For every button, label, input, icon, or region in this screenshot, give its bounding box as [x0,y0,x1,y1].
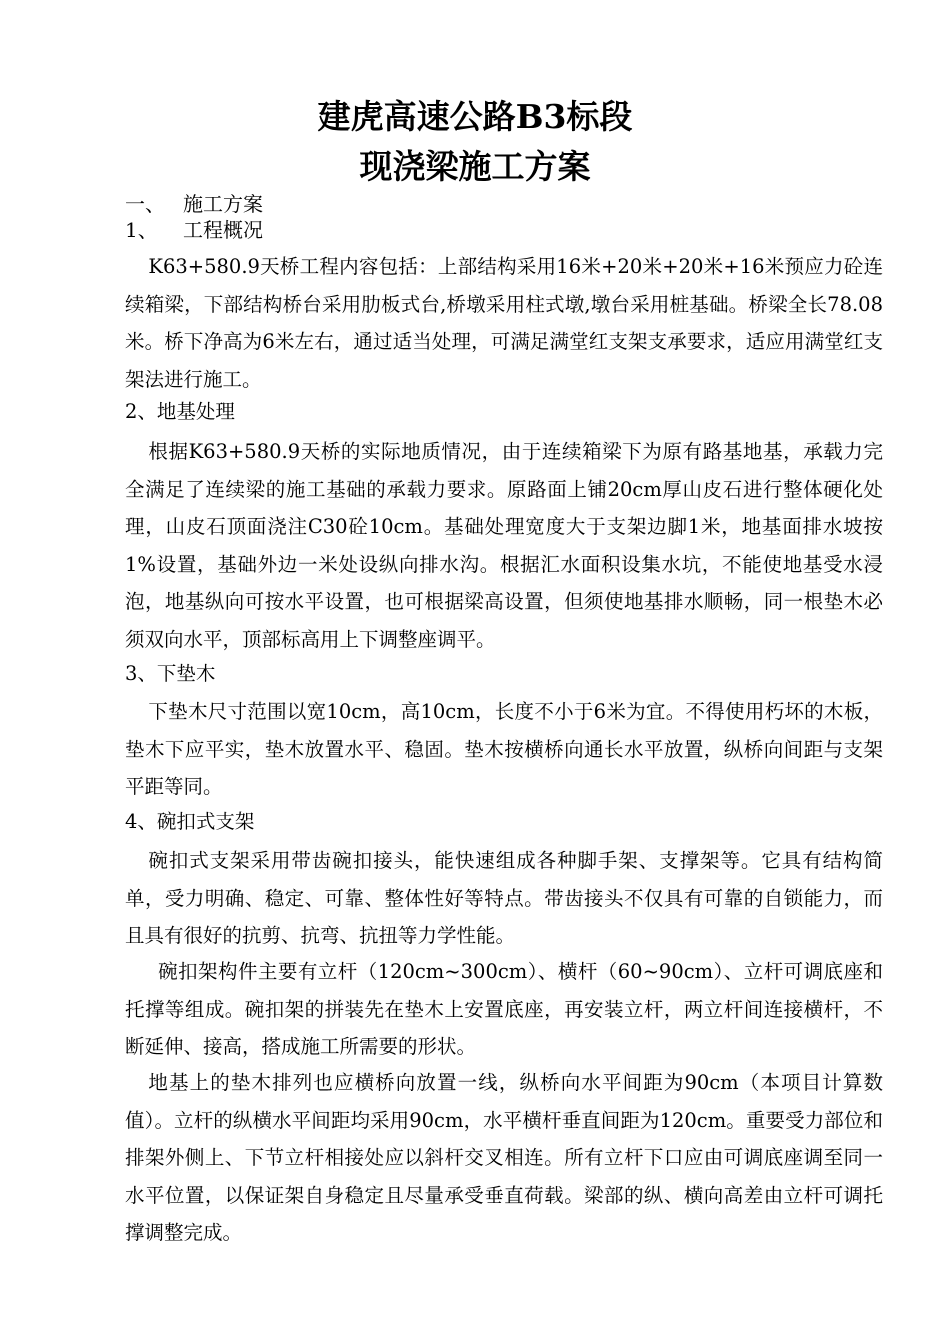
document-subtitle: 现浇梁施工方案 [359,147,591,186]
subsection-heading-4: 4、碗扣式支架 [125,810,255,833]
subsection-number: 1、 [125,218,158,242]
paragraph-project-overview: K63+580.9天桥工程内容包括：上部结构采用16米+20米+20米+16米预应力砼连续箱梁，下部结构桥台采用肋板式台,桥墩采用柱式墩,墩台采用桩基础。桥梁全长78.08米。桥下净高为6米左右，通过适当处理，可满足满堂红支架支承要求，适应用满堂红支架法进行施工。 [125,255,883,391]
subsection-label: 工程概况 [183,218,263,242]
subsection-heading-1 [125,218,263,242]
section-label: 施工方案 [183,192,263,216]
paragraph-sleeper-wood: 下垫木尺寸范围以宽10cm，高10cm，长度不小于6米为宜。不得使用朽坏的木板，垫木下应平实，垫木放置水平、稳固。垫木按横桥向通长水平放置，纵桥向间距与支架平距等同。 [125,700,883,798]
paragraph-scaffold-components: 碗扣架构件主要有立杆（120cm~300cm）、横杆（60~90cm）、立杆可调底座和托撑等组成。碗扣架的拼装先在垫木上安置底座，再安装立杆，两立杆间连接横杆，不断延伸、接高，搭成施工所需要的形状。 [125,960,883,1058]
section-number: 一、 [125,192,165,216]
section-heading-1 [125,192,263,216]
paragraph-scaffold-layout: 地基上的垫木排列也应横桥向放置一线，纵桥向水平间距为90cm（本项目计算数值）。立杆的纵横水平间距均采用90cm，水平横杆垂直间距为120cm。重要受力部位和排架外侧上、下节立杆相接处应以斜杆交叉相连。所有立杆下口应由可调底座调至同一水平位置，以保证架自身稳定且尽量承受垂直荷载。梁部的纵、横向高差由立杆可调托撑调整完成。 [125,1071,883,1244]
document-title: 建虎高速公路B3标段 [317,97,633,136]
subsection-heading-3: 3、下垫木 [125,662,216,685]
paragraph-foundation-treatment: 根据K63+580.9天桥的实际地质情况，由于连续箱梁下为原有路基地基，承载力完全满足了连续梁的施工基础的承载力要求。原路面上铺20cm厚山皮石进行整体硬化处理，山皮石顶面浇注C30砼10cm。基础处理宽度大于支架边脚1米，地基面排水坡按1%设置，基础外边一米处设纵向排水沟。根据汇水面积设集水坑，不能使地基受水浸泡，地基纵向可按水平设置，也可根据梁高设置，但须使地基排水顺畅，同一根垫木必须双向水平，顶部标高用上下调整座调平。 [125,440,883,651]
paragraph-bowl-buckle-scaffold: 碗扣式支架采用带齿碗扣接头，能快速组成各种脚手架、支撑架等。它具有结构简单，受力明确、稳定、可靠、整体性好等特点。带齿接头不仅具有可靠的自锁能力，而且具有很好的抗剪、抗弯、抗扭等力学性能。 [125,849,883,947]
subsection-heading-2: 2、地基处理 [125,400,235,423]
